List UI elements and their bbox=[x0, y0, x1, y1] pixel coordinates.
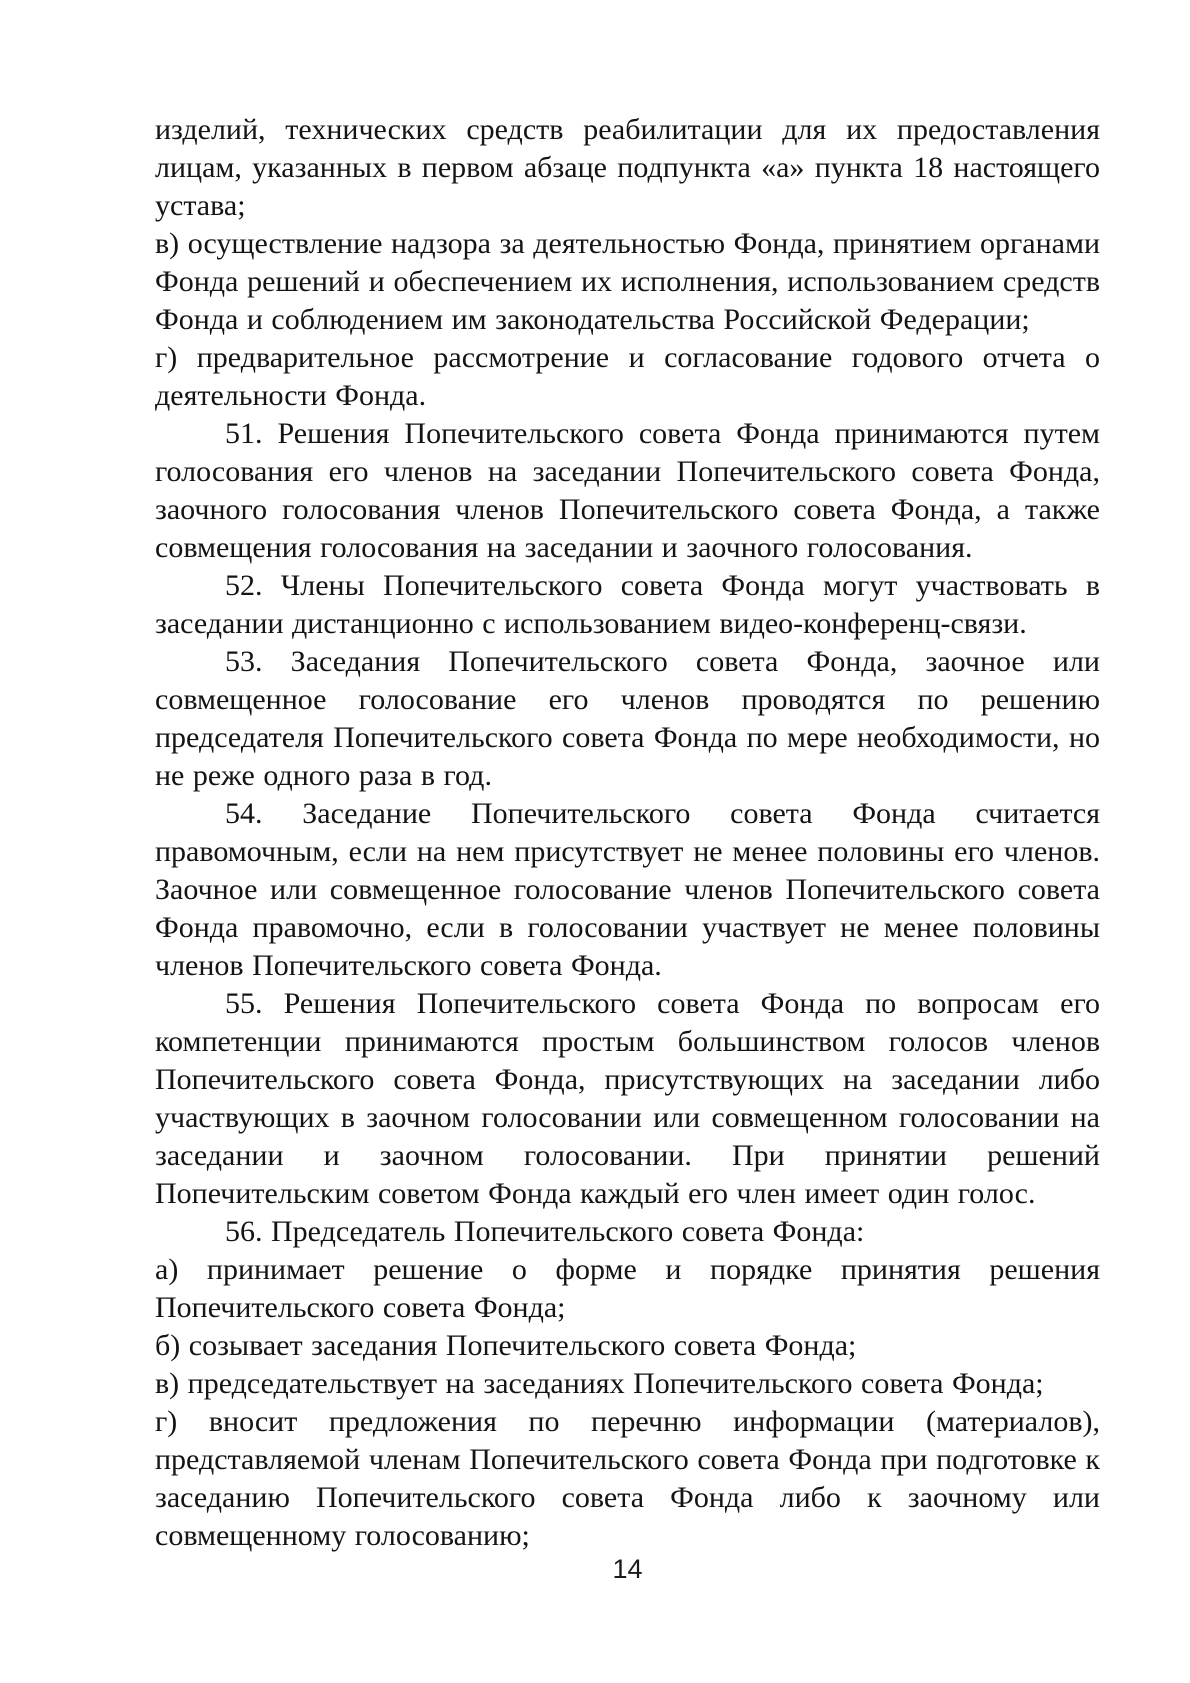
page-number: 14 bbox=[612, 1554, 643, 1584]
para-item-v-nadzor: в) осуществление надзора за деятельностью Фонда, принятием органами Фонда решений и обеспечением их исполнения, использованием средств Фонда и соблюдением им законодательства Российской Федерации; bbox=[155, 227, 1100, 336]
para-item-g-predv: г) предварительное рассмотрение и согласование годового отчета о деятельности Фонда. bbox=[155, 341, 1100, 412]
para-clause-52: 52. Члены Попечительского совета Фонда могут участвовать в заседании дистанционно с использованием видео-конференц-связи. bbox=[155, 569, 1100, 640]
para-continued-clause: изделий, технических средств реабилитации для их предоставления лицам, указанных в первом абзаце подпункта «а» пункта 18 настоящего устава; bbox=[155, 113, 1100, 222]
para-item-56-g: г) вносит предложения по перечню информации (материалов), представляемой членам Попечительского совета Фонда при подготовке к заседанию Попечительского совета Фонда либо к заочному или совмещенному голосованию; bbox=[155, 1405, 1100, 1552]
para-item-56-b: б) созывает заседания Попечительского совета Фонда; bbox=[155, 1329, 857, 1362]
para-clause-54: 54. Заседание Попечительского совета Фонда считается правомочным, если на нем присутствует не менее половины его членов. Заочное или совмещенное голосование членов Попечительского совета Фонда правомочно, если в голосовании участвует не менее половины членов Попечительского совета Фонда. bbox=[155, 797, 1100, 982]
para-clause-51: 51. Решения Попечительского совета Фонда принимаются путем голосования его членов на заседании Попечительского совета Фонда, заочного голосования членов Попечительского совета Фонда, а также совмещения голосования на заседании и заочного голосования. bbox=[155, 417, 1100, 564]
para-clause-53: 53. Заседания Попечительского совета Фонда, заочное или совмещенное голосование его членов проводятся по решению председателя Попечительского совета Фонда по мере необходимости, но не реже одного раза в год. bbox=[155, 645, 1100, 792]
para-clause-55: 55. Решения Попечительского совета Фонда по вопросам его компетенции принимаются простым большинством голосов членов Попечительского совета Фонда, присутствующих на заседании либо участвующих в заочном голосовании или совмещенном голосовании на заседании и заочном голосовании. При принятии решений Попечительским советом Фонда каждый его член имеет один голос. bbox=[155, 987, 1100, 1210]
para-clause-56: 56. Председатель Попечительского совета Фонда: bbox=[225, 1215, 865, 1248]
document-text-block bbox=[155, 111, 1100, 1555]
para-item-56-v: в) председательствует на заседаниях Попечительского совета Фонда; bbox=[155, 1367, 1044, 1400]
para-item-56-a: а) принимает решение о форме и порядке принятия решения Попечительского совета Фонда; bbox=[155, 1253, 1100, 1324]
